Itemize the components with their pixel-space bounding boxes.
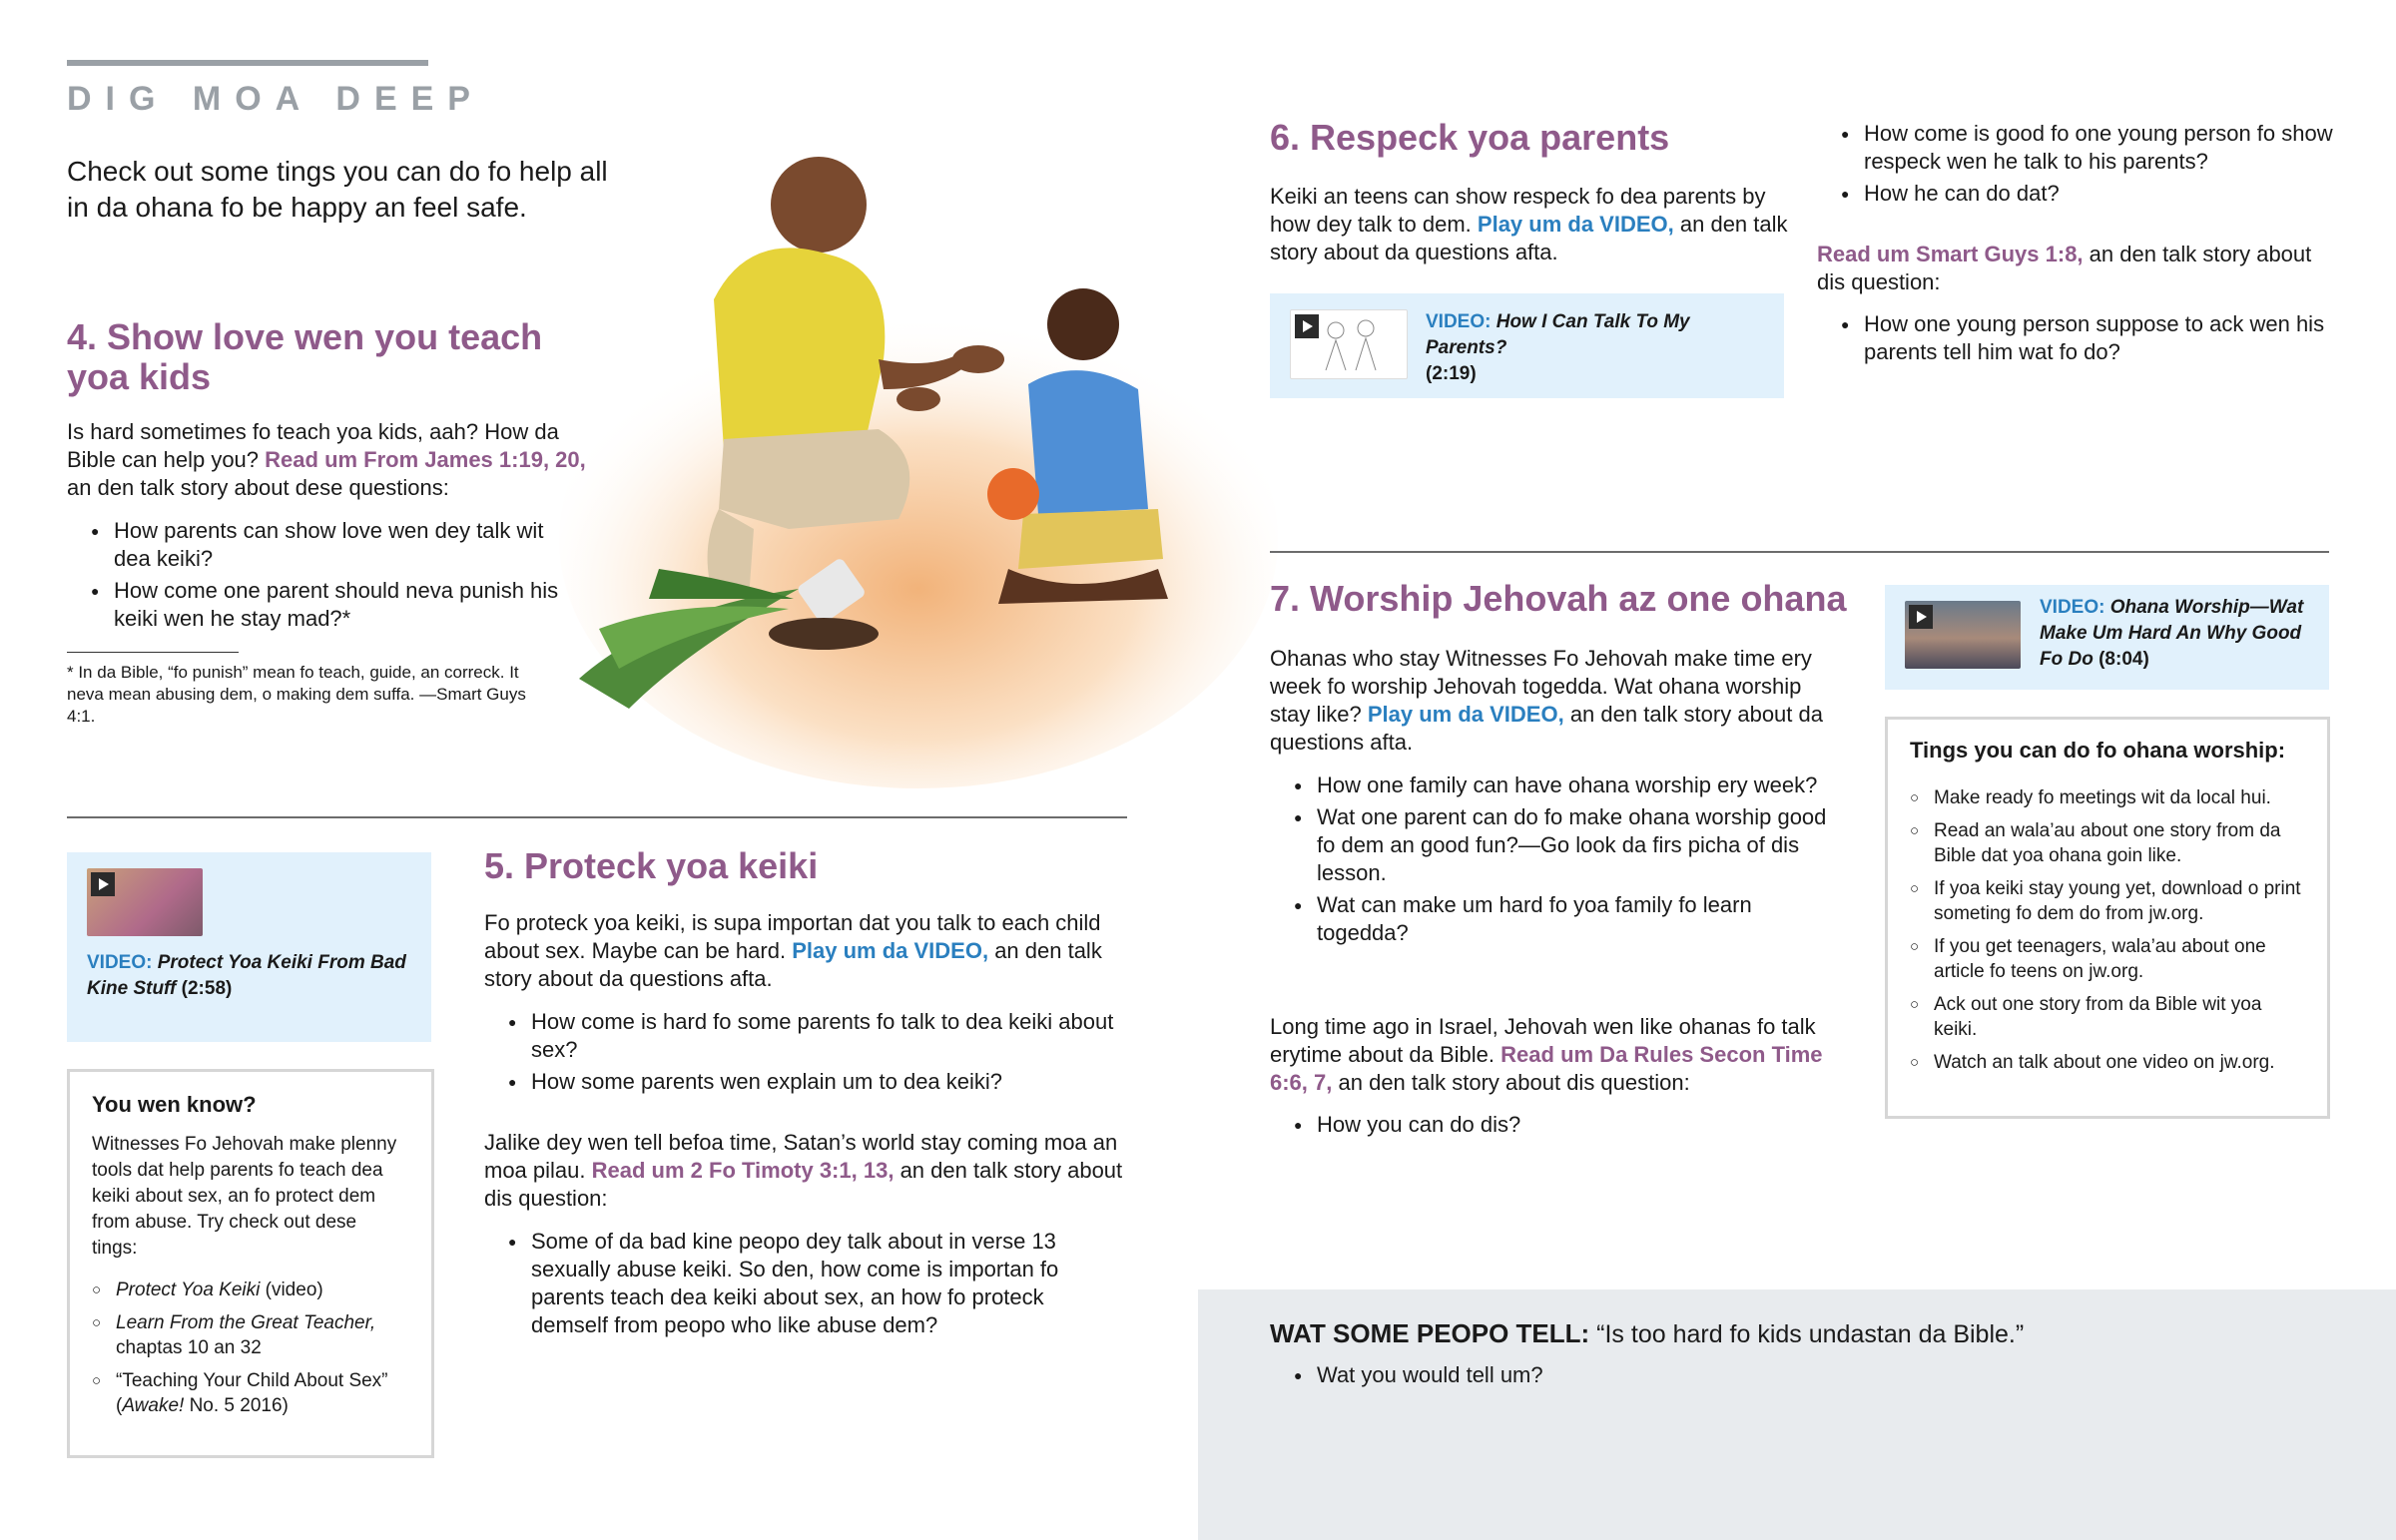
sec4-question: ● How parents can show love wen dey talk wit dea keiki? [67,517,566,573]
resource-title: “Teaching Your Child About Sex” ( [116,1370,388,1416]
video-label: VIDEO: [1426,311,1492,332]
divider-right [1270,551,2329,553]
sec4-read-link[interactable]: Read um From James 1:19, 20, [265,447,586,472]
sec6-text-b: an den talk story about da questions afta. [1270,212,1788,264]
sec7-question: ● How one family can have ohana worship ery week? [1270,771,1839,799]
sec7-text-1: Ohanas who stay Witnesses Fo Jehovah make time ery week fo worship Jehovah togedda. Wat ohana worship stay like? [1270,646,1812,727]
tips-list [1910,785,2309,1083]
sec4-questions [67,517,566,637]
resource-note: chaptas 10 an 32 [116,1337,262,1358]
video-thumbnail[interactable] [1905,601,2021,669]
box-resources [92,1278,411,1426]
sec5-paragraph-2 [484,1129,1128,1213]
play-icon[interactable] [91,872,115,896]
wat-some-quote: “Is too hard fo kids undastan da Bible.” [1596,1320,2025,1348]
sec6-text-2b: an den talk story about dis question: [1817,242,2312,294]
you-wen-know-box [67,1069,434,1458]
wat-some-line [1270,1317,2368,1350]
tip-item: ○ Read an wala’au about one story from da Bible dat yoa ohana goin like. [1910,818,2309,868]
sec6-play-link[interactable]: Play um da VIDEO, [1477,212,1674,237]
resource-title: Learn From the Great Teacher, [116,1312,376,1333]
video-thumbnail[interactable] [1290,309,1408,379]
wat-some-question: ● Wat you would tell um? [1270,1361,2268,1389]
ohana-worship-tips-box [1885,717,2330,1119]
sec7-text-1b: an den talk story about da questions afta. [1270,702,1823,755]
sec6-questions [1817,120,2336,212]
sec5-questions-2 [484,1228,1103,1343]
sec7-questions-2 [1270,1111,1839,1143]
sec7-read-link[interactable]: Read um Da Rules Secon Time 6:6, 7, [1270,1042,1823,1095]
tip-item: ○ Watch an talk about one video on jw.org. [1910,1050,2309,1075]
header-bar [67,60,428,66]
sec5-text-1b: an den talk story about da questions afta. [484,938,1102,991]
sec5-questions [484,1008,1128,1100]
video-title: Ohana Worship—Wat Make Um Hard An Why Good Fo Do [2040,597,2304,670]
video-label: VIDEO: [87,952,153,973]
video-thumbnail[interactable] [87,868,203,936]
sec5-question: ● Some of da bad kine peopo dey talk about in verse 13 sexually abuse keiki. So den, how come is importan fo parents teach dea keiki about sex, an how fo proteck demself from peopo who like abuse dem? [484,1228,1103,1339]
video-duration: (8:04) [2098,649,2149,670]
video-card-talk-to-parents[interactable] [1270,293,1784,398]
sec5-paragraph-1 [484,909,1128,993]
wat-some-label: WAT SOME PEOPO TELL: [1270,1318,1590,1348]
sec6-questions-2 [1817,310,2336,370]
box-text: Witnesses Fo Jehovah make plenny tools dat help parents fo teach dea keiki about sex, an fo protect dem from abuse. Try check out dese tings: [92,1134,397,1259]
play-icon[interactable] [1909,605,1933,629]
sec4-question: ● How come one parent should neva punish his keiki wen he stay mad?* [67,577,566,633]
magazine-name: Awake! [122,1395,185,1416]
sec6-question: ● How come is good fo one young person fo show respeck wen he talk to his parents? [1817,120,2336,176]
sec6-title: 6. Respeck yoa parents [1270,117,1670,158]
tip-item: ○ If you get teenagers, wala’au about one article fo teens on jw.org. [1910,934,2309,984]
sec6-paragraph-2 [1817,241,2336,296]
father-son-illustration [539,130,1278,808]
footnote-rule [67,652,239,653]
sec5-read-link[interactable]: Read um 2 Fo Timoty 3:1, 13, [591,1158,895,1183]
divider-left [67,816,1127,818]
sec4-text-2: an den talk story about dese questions: [67,475,449,500]
video-caption [87,950,416,1002]
box-heading: You wen know? [92,1092,257,1117]
sec7-questions [1270,771,1839,951]
sec5-text-1: Fo proteck yoa keiki, is supa importan dat you talk to each child about sex. Maybe can be hard. [484,910,1101,963]
sec7-question: ● How you can do dis? [1270,1111,1839,1139]
sec6-paragraph [1270,183,1794,266]
sec7-paragraph-2 [1270,1013,1839,1097]
resource-note: No. 5 2016) [184,1395,289,1416]
video-duration: (2:58) [181,978,233,999]
video-title: How I Can Talk To My Parents? [1426,311,1690,358]
page-kicker: DIG MOA DEEP [67,80,484,118]
sec7-text-2: Long time ago in Israel, Jehovah wen like ohanas fo talk erytime about da Bible. [1270,1014,1816,1067]
tip-item: ○ Ack out one story from da Bible wit yoa keiki. [1910,992,2309,1042]
resource-item [92,1278,411,1302]
sec7-text-2b: an den talk story about dis question: [1338,1070,1690,1095]
tip-item: ○ If yoa keiki stay young yet, download o print someting fo dem do from jw.org. [1910,876,2309,926]
play-icon[interactable] [1295,314,1319,338]
sec5-text-2b: an den talk story about dis question: [484,1158,1123,1211]
video-title: Protect Yoa Keiki From Bad Kine Stuff [87,952,406,999]
video-caption [1426,309,1775,387]
wat-some-peopo-panel [1198,1289,2396,1540]
wat-some-questions [1270,1361,2268,1393]
resource-item [92,1368,411,1418]
sec7-play-link[interactable]: Play um da VIDEO, [1367,702,1564,727]
resource-item [92,1310,411,1360]
tip-item: ○ Make ready fo meetings wit da local hui. [1910,785,2309,810]
sec4-paragraph [67,418,596,502]
sec6-text: Keiki an teens can show respeck fo dea parents by how dey talk to dem. [1270,184,1766,237]
sec5-title: 5. Proteck yoa keiki [484,845,819,886]
sec4-title: 4. Show love wen you teach yoa kids [67,316,543,397]
sec5-play-link[interactable]: Play um da VIDEO, [792,938,989,963]
sec7-question: ● Wat one parent can do fo make ohana worship good fo dem an good fun?—Go look da firs picha of dis lesson. [1270,803,1839,887]
sec6-question: ● How he can do dat? [1817,180,2336,208]
video-caption [2040,595,2324,673]
sec6-read-link[interactable]: Read um Smart Guys 1:8, [1817,242,2084,266]
sec4-text-1: Is hard sometimes fo teach yoa kids, aah? How da Bible can help you? [67,419,559,472]
video-label: VIDEO: [2040,597,2105,618]
sec7-paragraph-1 [1270,645,1839,757]
sec6-question: ● How one young person suppose to ack wen his parents tell him wat fo do? [1817,310,2336,366]
resource-title: Protect Yoa Keiki [116,1280,261,1300]
video-duration: (2:19) [1426,363,1477,384]
sec5-question: ● How come is hard fo some parents fo talk to dea keiki about sex? [484,1008,1128,1064]
intro-text: Check out some tings you can do fo help all in da ohana fo be happy an feel safe. [67,156,608,223]
sec5-question: ● How some parents wen explain um to dea keiki? [484,1068,1128,1096]
sec5-text-2: Jalike dey wen tell befoa time, Satan’s world stay coming moa an moa pilau. [484,1130,1118,1183]
video-card-ohana-worship[interactable] [1885,585,2329,690]
sec7-question: ● Wat can make um hard fo yoa family fo learn togedda? [1270,891,1839,947]
video-card-protect-keiki[interactable] [67,852,431,1042]
resource-note: (video) [260,1280,323,1300]
tips-heading: Tings you can do fo ohana worship: [1910,738,2286,763]
sec7-title: 7. Worship Jehovah az one ohana [1270,578,1847,619]
sec4-footnote: * In da Bible, “fo punish” mean fo teach, guide, an correck. It neva mean abusing dem, o making dem suffa. —Smart Guys 4:1. [67,663,526,726]
